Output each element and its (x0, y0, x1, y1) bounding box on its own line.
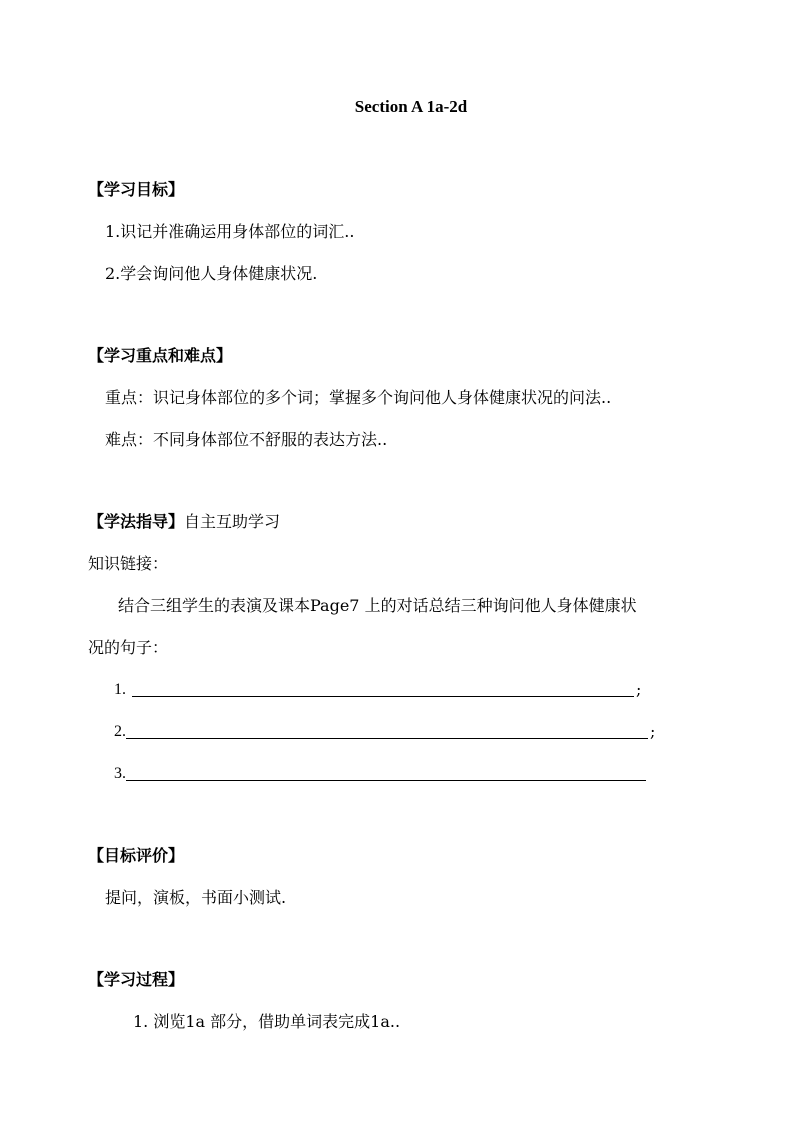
knowledge-paragraph-line2: 况的句子： (88, 638, 169, 657)
answer-blank-row-2 (114, 722, 674, 742)
goal-item-1: 1.识记并准确运用身体部位的词汇.. (105, 222, 355, 241)
process-heading: 【学习过程】 (88, 970, 185, 989)
answer-blank-3[interactable] (126, 764, 646, 781)
answer-blank-end-2: ; (650, 722, 656, 741)
answer-blank-label-1: 1. (114, 681, 126, 698)
evaluation-heading: 【目标评价】 (88, 846, 185, 865)
answer-blank-end-1: ; (636, 680, 642, 699)
key-point-item-1: 重点：识记身体部位的多个词；掌握多个询问他人身体健康状况的问法.. (105, 388, 612, 407)
answer-blank-label-3: 3. (114, 765, 126, 782)
answer-blank-2[interactable] (126, 722, 648, 739)
page-title: Section A 1a-2d (354, 97, 468, 116)
knowledge-label: 知识链接： (88, 554, 169, 573)
answer-blank-row-3 (114, 764, 654, 784)
method-heading: 【学法指导】 (88, 512, 185, 531)
key-point-item-2: 难点：不同身体部位不舒服的表达方法.. (105, 430, 388, 449)
knowledge-paragraph-line1: 结合三组学生的表演及课本Page7 上的对话总结三种询问他人身体健康状 (118, 596, 637, 615)
method-text: 自主互助学习 (184, 512, 281, 531)
goal-item-2: 2.学会询问他人身体健康状况. (105, 264, 318, 283)
method-row (88, 512, 280, 532)
answer-blank-1[interactable] (132, 680, 634, 697)
key-points-heading: 【学习重点和难点】 (88, 346, 233, 365)
evaluation-text: 提问，演板，书面小测试. (105, 888, 287, 907)
process-item-1: 1. 浏览1a 部分，借助单词表完成1a.. (133, 1012, 401, 1031)
goals-heading: 【学习目标】 (88, 180, 185, 199)
answer-blank-row-1 (114, 680, 654, 700)
answer-blank-label-2: 2. (114, 723, 126, 740)
